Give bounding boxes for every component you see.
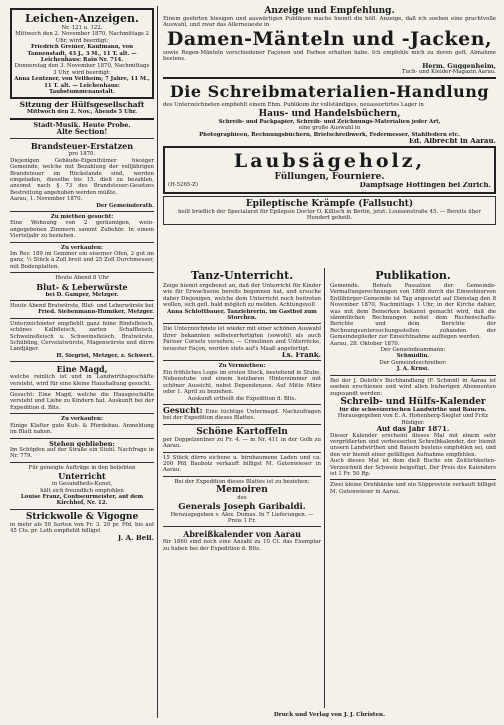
wurst-intro: Heute Abend 8 Uhr bbox=[55, 275, 109, 282]
stehen-title: Stehen geblieben: bbox=[49, 440, 115, 447]
brat-intro: Heute Abend Bratwürste, Blut- und Leberwürste bei bbox=[10, 303, 154, 309]
pub-sign2: Der Gemeindeschreiber: bbox=[379, 359, 447, 366]
pub-name1: Schmidlin. bbox=[396, 353, 430, 360]
unterricht-title: Unterricht bbox=[58, 471, 106, 482]
schreib-body: des Unterzeichneten empfiehlt einem Ehm. Publikum ihr vollständiges, neuassortirtes Lager in bbox=[163, 102, 424, 109]
strick-body: in mehr als 50 Sorten von Fr. 3. 20 pr. Pfd. bis auf 45 Cts. pr. Loth empfiehlt billigst bbox=[10, 521, 154, 535]
brand-place: Aarau, 1. November 1870. bbox=[10, 196, 83, 203]
left-column bbox=[10, 6, 158, 718]
damen-sign: Herm. Guggenheim, bbox=[422, 62, 496, 70]
musik-title: Stadt-Musik. Heute Probe. bbox=[33, 121, 131, 129]
schreib-line: eine große Auswahl in bbox=[298, 125, 361, 132]
kal-title: Schreib- und Hülfs-Kalender bbox=[340, 396, 486, 407]
pub-body: Gemeinde. Behufs Passation der Gemeinde-Vermaltungsrechnungen von 1869 durch die Einwohnervon Entlibürger-Gemeinde ist Tag angesetzt auf Dienstag den 8 November 1870, Nachmittags 1 Uhr, in der Kirche dahier, was mit dem Bemerken bekannt gemacht wird, daß die sämmtlichen Rechnungen nebst dem Rechenschafts-Berichte und dem Berichte der Rechnungsuntersuchungsstellen zuhanden der Gemeindeglieder zur Einsichtnahme aufliegen werden. bbox=[330, 283, 496, 341]
gesucht2 bbox=[163, 407, 321, 422]
wurst-by: bei D. Gamper, Metzger. bbox=[45, 291, 119, 298]
anzeige-title: Anzeige und Empfehlung. bbox=[264, 6, 395, 16]
sitzung-title: Sitzung der Hülfsgesellschaft bbox=[19, 100, 145, 110]
gesucht2-body: Eine tüchtige Untermagd. Nachzufragen bei der Expedition dieses Blattes. bbox=[163, 408, 321, 422]
strick-by: J. A. Bell. bbox=[117, 534, 154, 541]
unterricht-body: hält sich freundlich empfohlen bbox=[40, 487, 124, 494]
sitzung-time: Mittwoch den 2. Nov., Abends 5 Uhr. bbox=[26, 109, 137, 116]
laub-footer bbox=[168, 182, 491, 188]
brand-title: Brandsteuer-Erstatzen bbox=[30, 141, 134, 152]
laub-by: Dampfsäge Hottingen bei Zürich. bbox=[359, 182, 491, 189]
miet-title: Zu miethen gesucht: bbox=[50, 213, 114, 220]
wurst-title: Blut- & Leberwürste bbox=[36, 281, 128, 292]
kal-body: Dieser Kalender erscheint dieses Mal mit einem sehr vergrößerten und verbesserten Schreibkalender, der hiemit unsern Landwirthen und Bauern bestens empfohlen sei, und den wir hiemit einer gefälligen Aufnahme empfehlen. bbox=[330, 432, 496, 458]
pub-title: Publikation. bbox=[375, 269, 451, 282]
damen-sign2: Tuch- und Kleider-Magazin Aarau. bbox=[401, 69, 496, 76]
pub-place: Aarau, 28. Oktober 1870. bbox=[330, 340, 400, 347]
kart-body: per Doppelzentner zu Fr. 4. — in Nr. 411 in der Golb zu Aarau. bbox=[163, 436, 321, 450]
laub-box bbox=[163, 146, 496, 193]
gari-title: Generals Joseph Garibaldi. bbox=[178, 501, 306, 512]
schreib-sub: Schreib- und Packpapier, Schreib- und Zeichnungs-Materialien jeder Art, bbox=[218, 118, 441, 125]
gari-body: Herausgegeben v. Alex. Dumas. In 7 Lieferungen. — Preis 1 Fr. bbox=[170, 511, 314, 524]
leichen-body2: Donnerstag den 3. November 1870, Nachmittags 3 Uhr, wird beerdigt: bbox=[14, 63, 150, 76]
gesucht-body: Gesucht: Eine Magd, welche die Hausgeschäfte versteht und Liebe zu Kindern hat. Auskunft bei der Expedition d. Blts. bbox=[10, 392, 154, 411]
kal-sub: für die schweizerischen Landwirthe und Bauern. bbox=[339, 406, 487, 413]
leichen-body1: Mittwoch den 2. November 1870, Nachmittags 2 Uhr, wird beerdigt: bbox=[15, 31, 149, 44]
newspaper-page bbox=[10, 6, 496, 718]
schreib-sign: Ed. Albrecht in Aarau. bbox=[408, 138, 496, 145]
schreib-items: Photographieen, Rechnungsbüchern, Briefschreibwerk, Federmesser, Stahlfedern etc. bbox=[199, 131, 460, 138]
pub-name2: J. A. Krüsi. bbox=[396, 366, 430, 373]
stehen-body: Im Schöpfen auf der Straße ein Stuhl. Nachfrage in Nr. 779. bbox=[10, 446, 154, 460]
abreiss-title: Abreißkalender von Aarau bbox=[183, 529, 301, 540]
tanz-sign: Anna Schlottbauer, Tanzlehrerin, im Gasthof zum Storchen. bbox=[167, 308, 317, 322]
verm-body: Ein fröhliches Logis im ersten Stock, bestehend in Stube, Nebenstube und einem heizbaren Hinterzimmer mit schöner Aussicht, nebst Dependenzen. Auf Mitte März oder 1. April zu beziehen. bbox=[163, 369, 321, 396]
verm-note: Auskunft ertheilt die Expedition d. Blts. bbox=[187, 395, 297, 402]
kart-title: Schöne Kartoffeln bbox=[196, 426, 288, 437]
verm-title: Zu Vermiethen: bbox=[218, 363, 266, 370]
tanz-body: Zeige hiemit ergebenst an, daß der Unterricht für Kinder wie für Erwachsene bereits begonnen hat, und ersuche daher Diejenigen, welche dem Unterricht noch beitreten wollen, sich gefl. bald möglich zu melden. Achtungsvoll bbox=[163, 283, 321, 309]
leichen-name2: Anna Lentzner, von Veltheim; 7 Jahre, 11 M., 11 T. alt. — Leichenhaus: Taubstummenanstalt. bbox=[14, 76, 150, 96]
brand-year: pro 1870. bbox=[68, 151, 96, 158]
brand-sign: Der Gemeinderath. bbox=[96, 202, 154, 209]
leichen-box bbox=[10, 8, 154, 99]
abreiss-body: für 1860 sind noch eine Anzahl zu 10 Ct. das Exemplar zu haben bei der Expedition d. Blts. bbox=[163, 539, 321, 552]
anzeige-body: Einem geehrten hiesigen und auswärtigen Publikum mache hiemit die höfl. Anzeige, daß ich soeben eine prachtvolle Auswahl, und zwar das Allerneueste in bbox=[163, 16, 496, 29]
magd-body: welche reinlich ist und in Landwirthsgeschäfte versteht, wird für eine kleine Haushaltung gesucht. bbox=[10, 374, 154, 387]
gesucht2-title: Gesucht: bbox=[163, 406, 203, 415]
right-sub-left bbox=[163, 268, 325, 708]
unterricht-intro: Für geneigte Aufträge in den beliebten bbox=[28, 464, 136, 471]
magd-title: Eine Magd, bbox=[56, 364, 108, 375]
schreib-title: Die Schreibmaterialien-Handlung bbox=[169, 82, 490, 102]
musik-sub: Alte Section! bbox=[56, 128, 108, 137]
verk1-body: Im Rev. 189 im Gemmer ein eiserner Ofen, 2 gut im ganz, ½ Stück à Zoll breit und 25 Zoll Durchmesser, mit Bodenplatten. bbox=[10, 250, 154, 270]
birn-body: 15 Stück dürre eichene u. birnbaumene Laden und ca. 200 Pfd Baubolz verkauft billigst M. Gutenwieser in Aarau. bbox=[163, 454, 321, 474]
tanz-body2: Die Unterzeichnete ist wieder mit einer schönen Auswahl ihrer bekannten selbstverfertigten (sowohl) als auch Pariser Corsets versehen; — Crinolinen und Unterröcke, neuester Façon, werden stets auf's Maaß angefertigt. bbox=[163, 326, 321, 352]
fleisch-by: H. Siegrist, Metzger, z. Schwert. bbox=[56, 352, 154, 359]
page-footer: Druck und Verlag von J. J. Christen. bbox=[273, 712, 386, 718]
laub-title: Laubsägeholz, bbox=[233, 150, 426, 173]
kal-body2: Auch dieses Mal ist dem dieß Buche ein Zeitlichkeiten-Verzeichniß der Schweiz beigefügt. Der Preis des Kalenders ist 1 Fr. 50 Rp. bbox=[330, 458, 496, 477]
miet-body: Eine Wohnung von 2 geräumigen, wein-angegebenen Zimmern sammt Zubehör. In einem Vierteljahr zu beziehen. bbox=[10, 220, 154, 240]
laub-code: (H-5265-Z) bbox=[168, 182, 199, 189]
strick-title: Strickwolle & Vigogne bbox=[25, 511, 139, 522]
tanz-title: Tanz-Unterricht. bbox=[190, 269, 294, 282]
right-sub-right bbox=[330, 268, 496, 708]
kal-intro: Bei der J. Doloth's Buchhandlung (F. Schmid) in Aarau ist soeben erschienen und wird allen bisherigen Abonnenten zugesandt werden: bbox=[330, 377, 496, 397]
pub-sign1: Der Gemeindeammann: bbox=[380, 347, 446, 354]
verk2-title: Zu verkaufen: bbox=[61, 416, 103, 423]
leichen-nr: Nr. 121 u. 122. bbox=[61, 25, 103, 31]
epi-box bbox=[163, 196, 496, 225]
mem-title: Memoiren bbox=[216, 485, 268, 496]
leichen-name1: Friedrich Greiner, Kaufmann, von Tannenstadt, 43 J., 3 M., 11 T. alt. — Leichenhaus: Rain Nr. 714. bbox=[27, 44, 137, 64]
kal-by: Herausgegeben von E. A. Hohenberg-Siegler und Fritz Rüdiger. bbox=[337, 413, 489, 426]
unterricht-by: Louise Franz, Confiseurmeister, auf dem Kirchhof, Nr. 12. bbox=[20, 493, 144, 507]
fleisch-body: Unterzeichneter empfiehlt ganz feine Rindsfleisch, schönes Kalbfleisch, zarten Schaffleisch, Schweinsfleisch u. Schweinsfleisch, Bratwürste, Schübling, Cervelatwürste, Magenwürste und dürre Landjäger. bbox=[10, 320, 154, 353]
damen-title: Damen-Mänteln und -Jacken, bbox=[166, 27, 493, 50]
verk2-body: Einige Klafter gute Kuh- & Pferdebau. Anmeldung im Blatt nahen. bbox=[10, 422, 154, 436]
mem-sub: des bbox=[237, 495, 247, 502]
kal-year: Auf das Jahr 1871. bbox=[376, 426, 450, 433]
epi-body: heilt brieflich der Specialarzt für Epilepsie Doctor O. Killisch in Berlin, jetzt: Louisenstraße 45. — Bereits über Hundert geheilt. bbox=[178, 208, 481, 222]
leichen-title: Leichen-Anzeigen. bbox=[25, 12, 139, 25]
brand-body: Diejenigen Gebäude-Eigenthümer hiesiger Gemeinde, welche mit Bezahlung der volljährigen Brandsteuer im Rückstande sind, werden eingeladen, dieselbe bis 15. dieß zu bezahlen, ansonst nach § 73 des Brandsteuer-Gesetzes Bestreitung angehoben werden müßte. bbox=[10, 157, 154, 196]
unterricht-sub: in Gesundheits-Kunst, bbox=[51, 481, 113, 488]
damen-body: sowie Regen-Mänteln verschiedener Façonen und Farben erhalten habe. Ich empfehle mich zu deren geft. Abnahme bestens. bbox=[163, 49, 496, 63]
brat-by: Fried. Siebenmann-Humiker, Metzger. bbox=[38, 309, 154, 316]
verk1-title: Zu verkaufen: bbox=[61, 244, 103, 251]
right-column bbox=[163, 6, 496, 718]
laub-sub: Füllungen, Fourniere. bbox=[274, 172, 385, 183]
right-subcolumns bbox=[163, 268, 496, 708]
schreib-main: Haus- und Handelsbüchern, bbox=[258, 108, 401, 119]
epi-title: Epileptische Krämpfe (Fallsucht) bbox=[245, 198, 414, 209]
druck-body: Zwei kleine Drehbänke und ein Süpproviste verkauft billigst M. Gutenwieser in Aarau. bbox=[330, 482, 496, 495]
exp-body: Bei der Expedition dieses Blattes ist zu beziehen: bbox=[174, 478, 310, 485]
tanz-sign2: Ls. Frank. bbox=[281, 352, 321, 359]
